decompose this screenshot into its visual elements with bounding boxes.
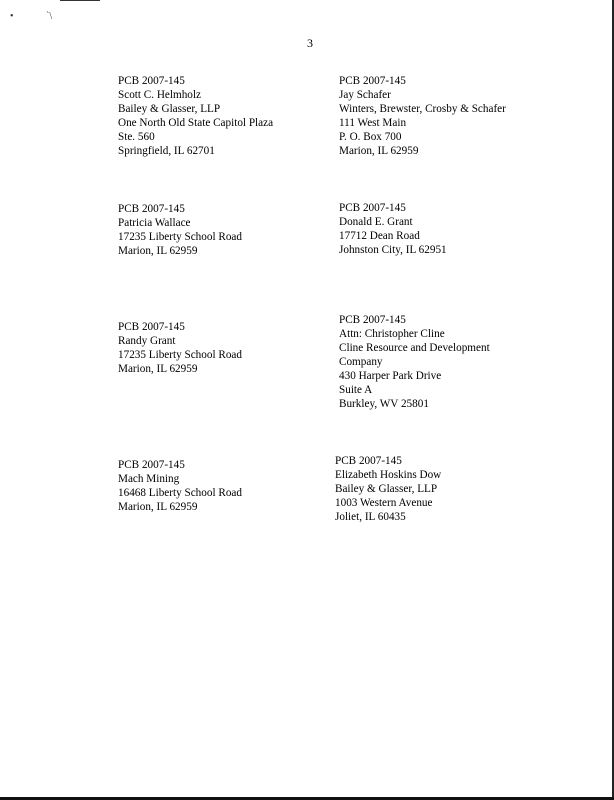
- organization: Winters, Brewster, Crosby & Schafer: [339, 103, 506, 115]
- address-block-donald-grant: [339, 201, 447, 257]
- address-block-schafer: [339, 74, 506, 158]
- organization: Bailey & Glasser, LLP: [118, 103, 221, 115]
- page-number: 3: [307, 36, 313, 50]
- address-block-dow: [335, 454, 441, 524]
- case-number: PCB 2007-145: [118, 459, 185, 471]
- city-state-zip: Marion, IL 62959: [118, 501, 198, 513]
- recipient-name: Mach Mining: [118, 473, 180, 485]
- address-block-wallace: [118, 202, 242, 258]
- street-address: 17235 Liberty School Road: [118, 231, 242, 243]
- organization: Cline Resource and Development: [339, 342, 490, 354]
- street-address: 1003 Western Avenue: [335, 497, 433, 509]
- organization-continued: Company: [339, 356, 383, 368]
- organization: Bailey & Glasser, LLP: [335, 483, 438, 495]
- scan-edge: [60, 0, 100, 1]
- case-number: PCB 2007-145: [118, 203, 185, 215]
- street-address: 430 Harper Park Drive: [339, 370, 442, 382]
- street-address: One North Old State Capitol Plaza: [118, 117, 274, 129]
- city-state-zip: Johnston City, IL 62951: [339, 244, 447, 256]
- city-state-zip: Marion, IL 62959: [118, 363, 198, 375]
- recipient-name: Elizabeth Hoskins Dow: [335, 469, 442, 481]
- suite: Ste. 560: [118, 131, 155, 143]
- case-number: PCB 2007-145: [339, 202, 406, 214]
- recipient-name: Scott C. Helmholz: [118, 89, 201, 101]
- address-block-helmholz: [118, 74, 273, 158]
- address-block-mach-mining: [118, 458, 242, 514]
- street-address: 111 West Main: [339, 117, 407, 129]
- address-block-cline: [339, 313, 490, 411]
- city-state-zip: Springfield, IL 62701: [118, 145, 215, 157]
- city-state-zip: Burkley, WV 25801: [339, 398, 429, 410]
- suite: Suite A: [339, 384, 373, 396]
- recipient-name: Donald E. Grant: [339, 216, 413, 228]
- street-address: 17235 Liberty School Road: [118, 349, 242, 361]
- recipient-name: Patricia Wallace: [118, 217, 191, 229]
- po-box: P. O. Box 700: [339, 131, 402, 143]
- city-state-zip: Joliet, IL 60435: [335, 511, 406, 523]
- recipient-name: Randy Grant: [118, 335, 176, 347]
- case-number: PCB 2007-145: [118, 75, 185, 87]
- case-number: PCB 2007-145: [339, 314, 406, 326]
- address-block-randy-grant: [118, 320, 242, 376]
- case-number: PCB 2007-145: [335, 455, 402, 467]
- scan-mark: `\: [46, 11, 53, 22]
- recipient-name: Jay Schafer: [339, 89, 391, 101]
- city-state-zip: Marion, IL 62959: [339, 145, 419, 157]
- case-number: PCB 2007-145: [339, 75, 406, 87]
- street-address: 16468 Liberty School Road: [118, 487, 242, 499]
- case-number: PCB 2007-145: [118, 321, 185, 333]
- scan-mark: •: [10, 11, 14, 22]
- recipient-name: Attn: Christopher Cline: [339, 328, 445, 340]
- street-address: 17712 Dean Road: [339, 230, 420, 242]
- city-state-zip: Marion, IL 62959: [118, 245, 198, 257]
